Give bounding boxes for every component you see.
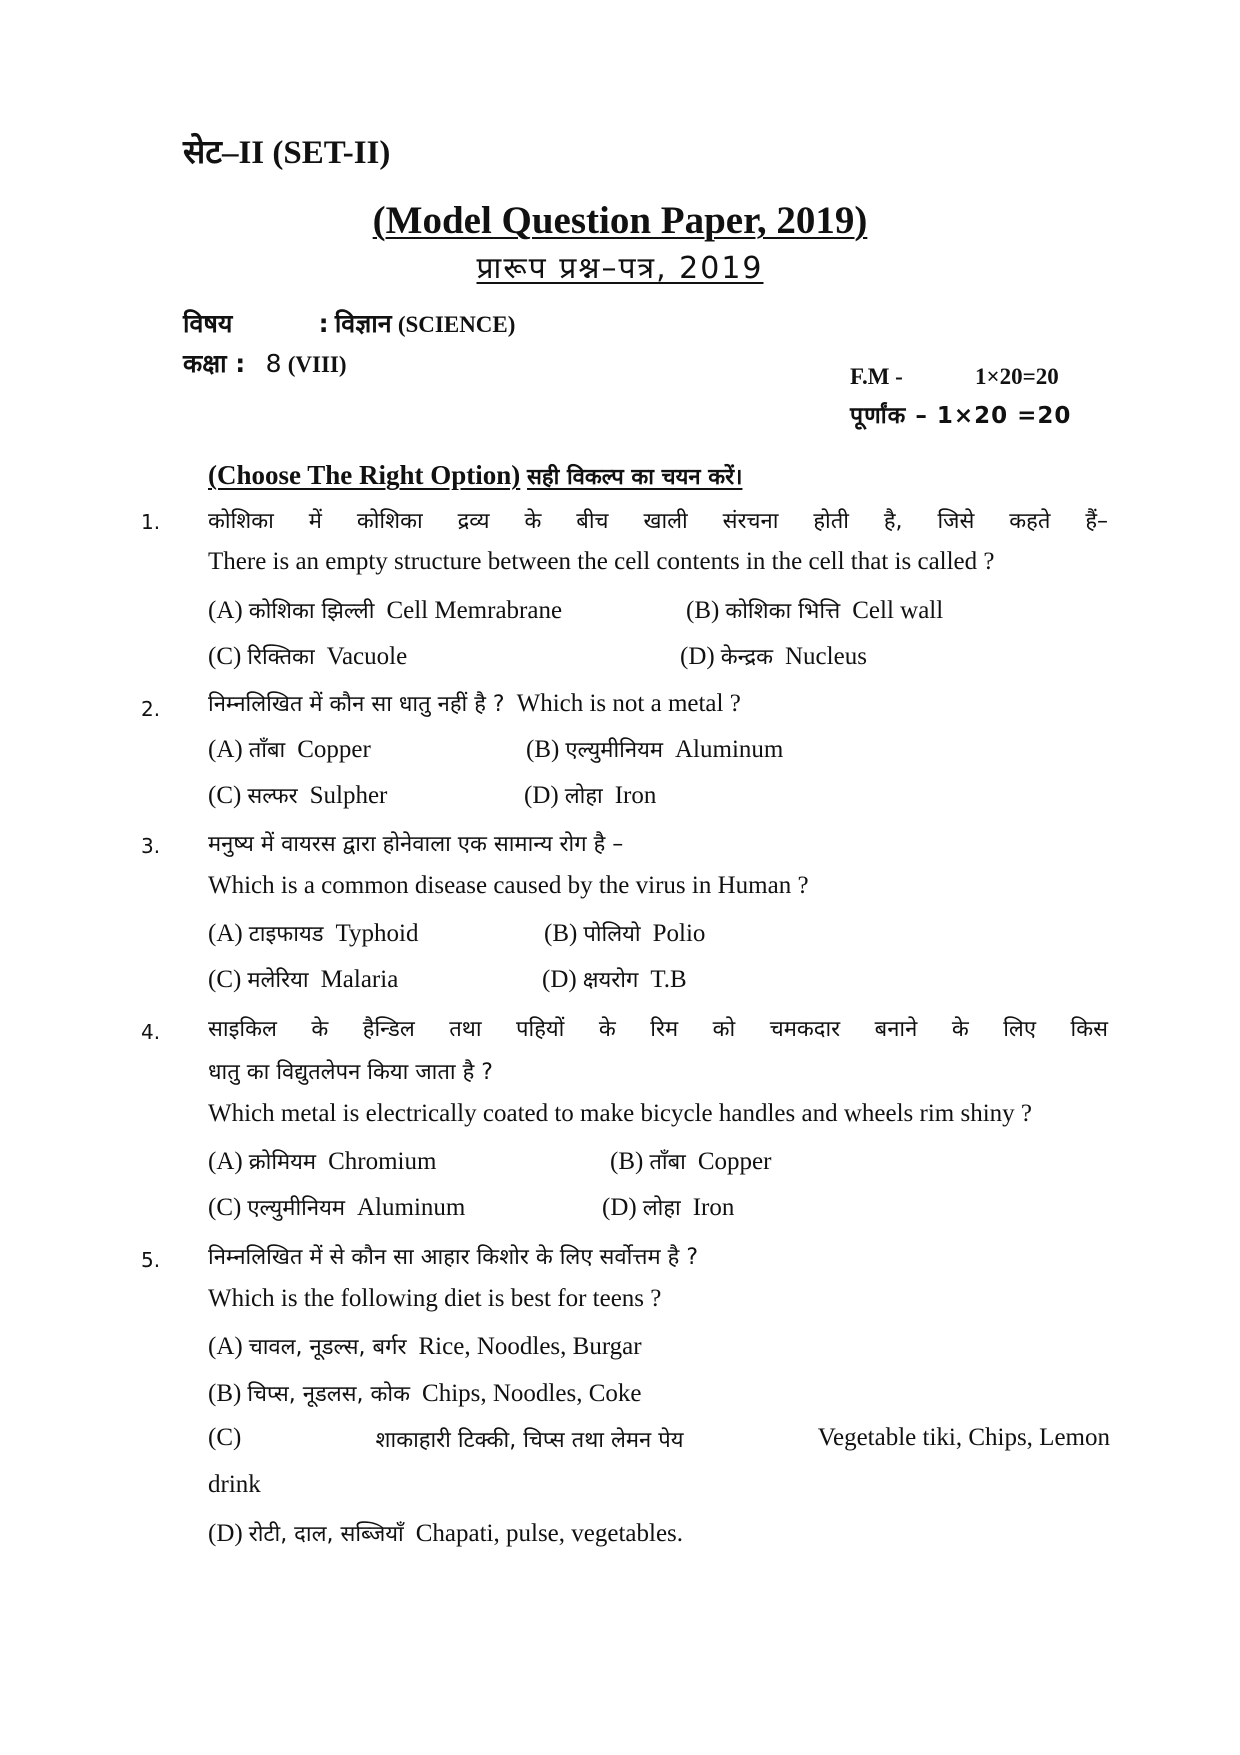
option: (D) क्षयरोग T.B <box>542 966 687 993</box>
question-number: 4. <box>141 1020 161 1044</box>
paper-title-hindi: प्रारूप प्रश्न–पत्र, 2019 <box>476 251 764 286</box>
option: (A) टाइफायड Typhoid <box>208 920 419 947</box>
question-number: 2. <box>141 697 161 721</box>
class-row <box>183 346 347 380</box>
full-marks-value: 1×20=20 <box>975 364 1059 389</box>
question-hindi: कोशिका में कोशिका द्रव्य के बीच खाली संरचना होती है, जिसे कहते हैं– <box>208 509 1108 534</box>
option: (C) शाकाहारी टिक्की, चिप्स तथा लेमन पेय Vegetable tiki, Chips, Lemon <box>208 1424 1110 1453</box>
option-continuation: drink <box>208 1471 261 1498</box>
instruction-english: (Choose The Right Option) <box>208 460 521 490</box>
question-number: 1. <box>141 510 161 534</box>
question-number: 5. <box>141 1248 161 1272</box>
option: (C) मलेरिया Malaria <box>208 966 399 993</box>
option: (D) केन्द्रक Nucleus <box>680 643 867 670</box>
instruction-hindi: सही विकल्प का चयन करें। <box>527 465 743 490</box>
subject-label: विषय <box>183 309 233 338</box>
option: (A) कोशिका झिल्ली Cell Memrabrane <box>208 597 563 624</box>
class-number: 8 <box>265 349 282 378</box>
option: (D) रोटी, दाल, सब्जियाँ Chapati, pulse, vegetables. <box>208 1520 684 1547</box>
option: (B) चिप्स, नूडलस, कोक Chips, Noodles, Coke <box>208 1380 642 1407</box>
subject-english: (SCIENCE) <box>397 312 516 337</box>
question-hindi-line1: साइकिल के हैन्डिल तथा पहियों के रिम को चमकदार बनाने के लिए किस <box>208 1017 1108 1042</box>
question-hindi: निम्नलिखित में से कौन सा आहार किशोर के लिए सर्वोत्तम है ? <box>208 1245 699 1270</box>
question-english: There is an empty structure between the cell contents in the cell that is called ? <box>208 548 995 575</box>
full-marks-hindi: पूर्णांक – 1×20 =20 <box>850 403 1072 429</box>
question-english: Which is not a metal ? <box>516 690 741 717</box>
option: (A) क्रोमियम Chromium <box>208 1148 437 1175</box>
option: (C) एल्युमीनियम Aluminum <box>208 1194 466 1221</box>
question-hindi-line2: धातु का विद्युतलेपन किया जाता है ? <box>208 1060 493 1085</box>
subject-row <box>183 306 515 340</box>
option: (D) लोहा Iron <box>524 782 657 809</box>
option: (B) ताँबा Copper <box>610 1148 772 1175</box>
class-roman: (VIII) <box>287 352 347 377</box>
option: (B) कोशिका भित्ति Cell wall <box>686 597 944 624</box>
option: (C) सल्फर Sulpher <box>208 782 388 809</box>
set-label: सेट–II (SET-II) <box>183 135 391 171</box>
full-marks-label: F.M - <box>850 364 903 389</box>
option: (B) एल्युमीनियम Aluminum <box>526 736 784 763</box>
question-hindi: निम्नलिखित में कौन सा धातु नहीं है ? <box>208 692 505 717</box>
option: (C) रिक्तिका Vacuole <box>208 643 408 670</box>
question-text <box>208 688 741 718</box>
option: (B) पोलियो Polio <box>544 920 706 947</box>
subject-hindi: विज्ञान <box>334 309 392 338</box>
option: (D) लोहा Iron <box>602 1194 735 1221</box>
paper-title: (Model Question Paper, 2019) <box>372 199 868 242</box>
question-number: 3. <box>141 834 161 858</box>
subject-separator: : <box>318 309 329 338</box>
option: (A) चावल, नूडल्स, बर्गर Rice, Noodles, Burgar <box>208 1333 642 1360</box>
class-label: कक्षा : <box>183 349 246 378</box>
option: (A) ताँबा Copper <box>208 736 371 763</box>
question-english: Which is the following diet is best for teens ? <box>208 1285 662 1312</box>
question-hindi: मनुष्य में वायरस द्वारा होनेवाला एक सामान्य रोग है – <box>208 832 624 857</box>
question-english: Which is a common disease caused by the virus in Human ? <box>208 872 809 899</box>
question-english: Which metal is electrically coated to make bicycle handles and wheels rim shiny ? <box>208 1100 1032 1127</box>
instruction <box>208 460 742 491</box>
